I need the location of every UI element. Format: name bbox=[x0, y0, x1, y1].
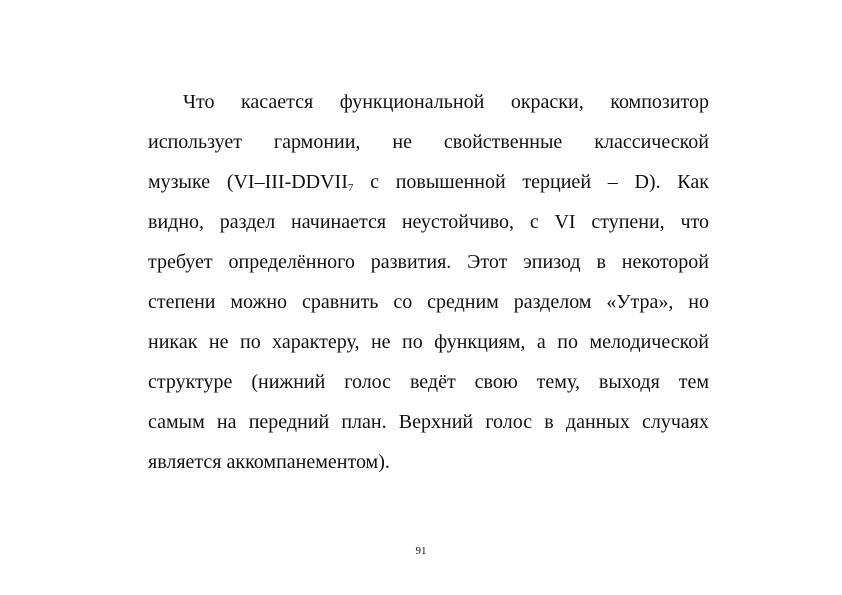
text-line-4: видно, раздел начинается неустойчиво, с VI ступени, что bbox=[148, 211, 709, 233]
text-line-3 bbox=[148, 162, 709, 202]
text-line-8: структуре (нижний голос ведёт свою тему, выходя тем bbox=[148, 371, 709, 393]
text-line-3-start: музыке (VI–III-DDVII bbox=[148, 171, 348, 193]
text-line-7: никак не по характеру, не по функциям, а по мелодической bbox=[148, 331, 709, 353]
page-number: 91 bbox=[415, 545, 427, 557]
subscript-seven: 7 bbox=[347, 182, 354, 194]
text-line-6: степени можно сравнить со средним разделом «Утра», но bbox=[148, 291, 709, 313]
text-line-9: самым на передний план. Верхний голос в данных случаях bbox=[148, 411, 709, 433]
text-line-5: требует определённого развития. Этот эпизод в некоторой bbox=[148, 251, 709, 273]
text-line-10: является аккомпанементом). bbox=[148, 451, 390, 473]
text-line-1: Что касается функциональной окраски, композитор bbox=[183, 91, 709, 113]
text-line-3-end: с повышенной терцией – D). Как bbox=[353, 171, 709, 193]
paragraph bbox=[148, 82, 709, 482]
text-line-2: использует гармонии, не свойственные классической bbox=[148, 131, 709, 153]
